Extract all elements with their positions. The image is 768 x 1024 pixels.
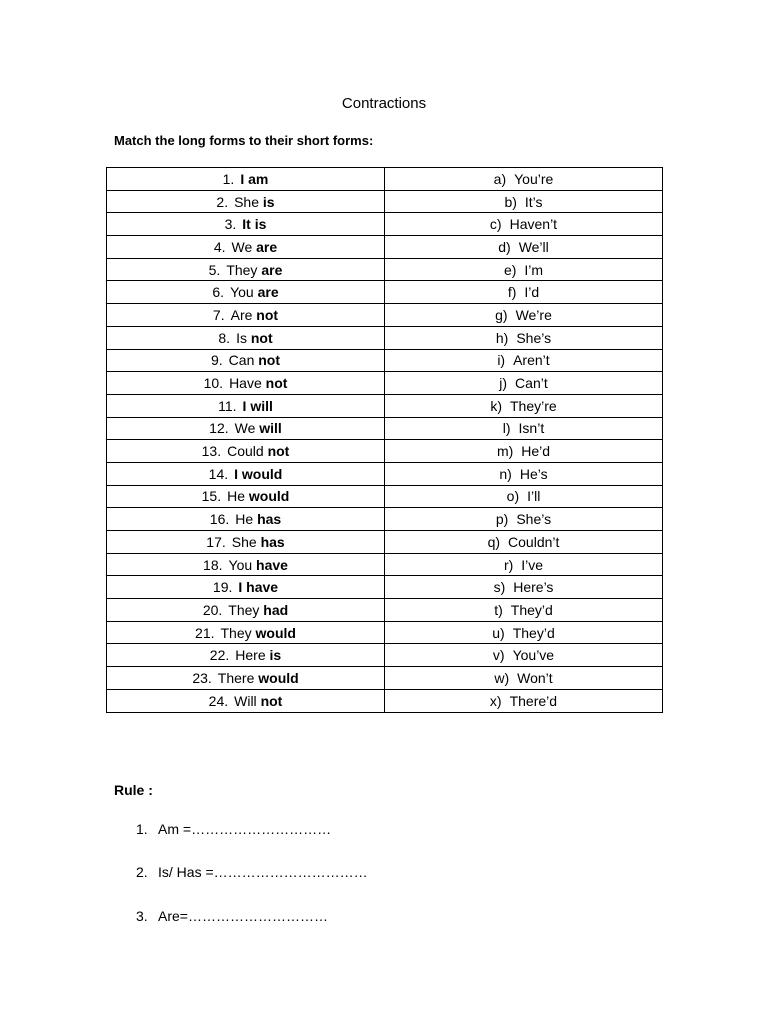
option-letter: u) — [492, 624, 505, 641]
long-form-cell — [107, 168, 385, 191]
table-row — [107, 258, 663, 281]
option-letter: x) — [489, 692, 502, 709]
option-letter: w) — [494, 669, 510, 686]
item-number: 14. — [208, 465, 229, 482]
short-form-text: Isn’t — [518, 420, 545, 437]
short-form-text: He’d — [521, 443, 551, 460]
item-number: 11. — [218, 397, 237, 414]
short-form-cell — [385, 689, 663, 712]
item-number: 3. — [224, 216, 237, 233]
matching-table — [106, 167, 663, 713]
long-form-word: She — [234, 193, 263, 210]
option-letter: b) — [504, 193, 517, 210]
rule-item-number: 1. — [136, 821, 148, 837]
short-form-text: I’m — [524, 261, 544, 278]
option-letter: a) — [493, 170, 507, 187]
item-number: 18. — [203, 556, 223, 573]
long-form-cell — [107, 576, 385, 599]
option-letter: o) — [506, 488, 520, 505]
short-form-text: I’ll — [527, 488, 541, 505]
long-form-bold-word: not — [267, 443, 290, 460]
long-form-cell — [107, 281, 385, 304]
short-form-text: We’re — [515, 306, 552, 323]
instruction-text: Match the long forms to their short forms: — [114, 133, 374, 148]
option-letter: f) — [507, 284, 517, 301]
long-form-word: I would — [234, 465, 283, 482]
item-number: 8. — [218, 329, 231, 346]
long-form-word: You — [228, 556, 257, 573]
table-row — [107, 190, 663, 213]
option-letter: k) — [490, 397, 502, 414]
short-form-cell — [385, 576, 663, 599]
long-form-word: I have — [238, 579, 279, 596]
item-number: 4. — [213, 238, 226, 255]
long-form-bold-word: not — [258, 352, 281, 369]
long-form-bold-word: will — [259, 420, 282, 437]
option-letter: r) — [503, 556, 514, 573]
long-form-cell — [107, 599, 385, 622]
rule-item — [136, 821, 331, 837]
table-row — [107, 667, 663, 690]
short-form-cell — [385, 281, 663, 304]
table-row — [107, 304, 663, 327]
long-form-bold-word: had — [263, 601, 289, 618]
table-row — [107, 462, 663, 485]
long-form-word: She — [231, 533, 261, 550]
item-number: 23. — [192, 669, 212, 686]
table-row — [107, 689, 663, 712]
short-form-cell — [385, 213, 663, 236]
long-form-cell — [107, 394, 385, 417]
short-form-cell — [385, 553, 663, 576]
short-form-text: They’re — [509, 397, 557, 414]
long-form-cell — [107, 689, 385, 712]
rule-item-number: 3. — [136, 908, 148, 924]
long-form-word: I will — [242, 397, 273, 414]
short-form-cell — [385, 394, 663, 417]
option-letter: i) — [497, 352, 506, 369]
long-form-cell — [107, 236, 385, 259]
short-form-text: Won’t — [517, 669, 553, 686]
long-form-word: Are — [230, 306, 257, 323]
short-form-cell — [385, 258, 663, 281]
short-form-cell — [385, 168, 663, 191]
table-row — [107, 644, 663, 667]
short-form-text: There’d — [509, 692, 558, 709]
long-form-word: Can — [228, 352, 259, 369]
item-number: 20. — [202, 601, 223, 618]
long-form-word: You — [230, 284, 258, 301]
table-row — [107, 213, 663, 236]
short-form-text: Haven’t — [509, 216, 558, 233]
rule-item-text: Is/ Has =…………………………… — [158, 864, 368, 880]
short-form-cell — [385, 485, 663, 508]
long-form-cell — [107, 372, 385, 395]
short-form-text: You’re — [514, 170, 554, 187]
short-form-cell — [385, 508, 663, 531]
long-form-word: There — [217, 669, 259, 686]
item-number: 12. — [209, 420, 229, 437]
short-form-text: She’s — [516, 511, 552, 528]
item-number: 15. — [201, 488, 222, 505]
option-letter: j) — [499, 375, 508, 392]
short-form-cell — [385, 531, 663, 554]
short-form-cell — [385, 326, 663, 349]
long-form-word: It is — [242, 216, 267, 233]
short-form-cell — [385, 599, 663, 622]
table-row — [107, 576, 663, 599]
long-form-cell — [107, 190, 385, 213]
short-form-text: She’s — [516, 329, 552, 346]
long-form-word: They — [228, 601, 264, 618]
short-form-cell — [385, 190, 663, 213]
long-form-cell — [107, 667, 385, 690]
item-number: 21. — [195, 624, 215, 641]
rule-item-text: Am =………………………… — [158, 821, 332, 837]
short-form-text: Here’s — [513, 579, 554, 596]
short-form-cell — [385, 462, 663, 485]
option-letter: l) — [502, 420, 511, 437]
long-form-word: We — [234, 420, 260, 437]
matching-table-body — [107, 168, 663, 713]
short-form-cell — [385, 417, 663, 440]
table-row — [107, 621, 663, 644]
short-form-text: They’d — [512, 624, 555, 641]
item-number: 22. — [209, 647, 230, 664]
long-form-cell — [107, 485, 385, 508]
table-row — [107, 236, 663, 259]
long-form-bold-word: are — [257, 284, 279, 301]
long-form-word: I am — [240, 170, 269, 187]
option-letter: s) — [493, 579, 506, 596]
option-letter: t) — [494, 601, 503, 618]
long-form-cell — [107, 213, 385, 236]
long-form-bold-word: not — [265, 375, 288, 392]
item-number: 5. — [208, 261, 221, 278]
option-letter: e) — [503, 261, 517, 278]
table-row — [107, 599, 663, 622]
long-form-cell — [107, 553, 385, 576]
option-letter: h) — [495, 329, 509, 346]
short-form-text: I’ve — [521, 556, 544, 573]
item-number: 9. — [210, 352, 223, 369]
short-form-text: You’ve — [512, 647, 555, 664]
short-form-cell — [385, 372, 663, 395]
rule-item — [136, 864, 368, 880]
item-number: 24. — [208, 692, 229, 709]
short-form-text: He’s — [519, 465, 548, 482]
option-letter: v) — [492, 647, 505, 664]
long-form-bold-word: not — [256, 306, 279, 323]
long-form-cell — [107, 440, 385, 463]
long-form-cell — [107, 644, 385, 667]
table-row — [107, 168, 663, 191]
item-number: 19. — [212, 579, 233, 596]
option-letter: m) — [496, 443, 514, 460]
table-row — [107, 440, 663, 463]
long-form-cell — [107, 304, 385, 327]
long-form-bold-word: not — [260, 692, 283, 709]
item-number: 13. — [201, 443, 222, 460]
option-letter: c) — [489, 216, 502, 233]
short-form-text: Couldn’t — [508, 533, 560, 550]
short-form-cell — [385, 349, 663, 372]
rule-heading: Rule : — [114, 782, 153, 798]
item-number: 1. — [222, 170, 235, 187]
long-form-bold-word: has — [260, 533, 285, 550]
item-number: 6. — [212, 284, 225, 301]
option-letter: q) — [487, 533, 501, 550]
long-form-word: They — [226, 261, 262, 278]
item-number: 7. — [212, 306, 225, 323]
long-form-word: Is — [236, 329, 251, 346]
short-form-cell — [385, 440, 663, 463]
table-row — [107, 326, 663, 349]
rule-item-number: 2. — [136, 864, 148, 880]
table-row — [107, 281, 663, 304]
long-form-word: He — [235, 511, 258, 528]
long-form-bold-word: has — [257, 511, 282, 528]
long-form-cell — [107, 508, 385, 531]
table-row — [107, 531, 663, 554]
long-form-cell — [107, 258, 385, 281]
short-form-cell — [385, 236, 663, 259]
long-form-bold-word: are — [261, 261, 283, 278]
table-row — [107, 372, 663, 395]
short-form-cell — [385, 667, 663, 690]
table-row — [107, 394, 663, 417]
long-form-bold-word: would — [248, 488, 290, 505]
long-form-word: They — [220, 624, 256, 641]
item-number: 17. — [206, 533, 226, 550]
long-form-cell — [107, 462, 385, 485]
short-form-text: Can’t — [515, 375, 548, 392]
short-form-cell — [385, 621, 663, 644]
item-number: 10. — [203, 375, 224, 392]
long-form-cell — [107, 326, 385, 349]
long-form-bold-word: not — [250, 329, 273, 346]
long-form-bold-word: are — [256, 238, 278, 255]
table-row — [107, 485, 663, 508]
short-form-cell — [385, 644, 663, 667]
option-letter: n) — [499, 465, 512, 482]
table-row — [107, 553, 663, 576]
rule-item-text: Are=………………………… — [158, 908, 328, 924]
item-number: 16. — [209, 511, 230, 528]
long-form-word: Will — [234, 692, 261, 709]
long-form-cell — [107, 417, 385, 440]
long-form-bold-word: is — [262, 193, 275, 210]
long-form-bold-word: is — [269, 647, 282, 664]
long-form-cell — [107, 621, 385, 644]
long-form-word: Could — [227, 443, 268, 460]
long-form-word: Here — [235, 647, 270, 664]
long-form-word: We — [231, 238, 257, 255]
short-form-text: We’ll — [518, 238, 549, 255]
long-form-bold-word: would — [255, 624, 296, 641]
long-form-bold-word: would — [258, 669, 299, 686]
short-form-text: They’d — [510, 601, 553, 618]
short-form-text: It’s — [524, 193, 543, 210]
worksheet-title: Contractions — [341, 95, 427, 112]
short-form-cell — [385, 304, 663, 327]
table-row — [107, 508, 663, 531]
table-row — [107, 417, 663, 440]
option-letter: d) — [498, 238, 511, 255]
short-form-text: I’d — [524, 284, 540, 301]
item-number: 2. — [216, 193, 229, 210]
long-form-bold-word: have — [256, 556, 288, 573]
long-form-cell — [107, 349, 385, 372]
table-row — [107, 349, 663, 372]
long-form-word: He — [227, 488, 249, 505]
rule-item — [136, 908, 328, 924]
option-letter: g) — [495, 306, 508, 323]
short-form-text: Aren’t — [513, 352, 550, 369]
long-form-cell — [107, 531, 385, 554]
option-letter: p) — [495, 511, 509, 528]
long-form-word: Have — [229, 375, 266, 392]
